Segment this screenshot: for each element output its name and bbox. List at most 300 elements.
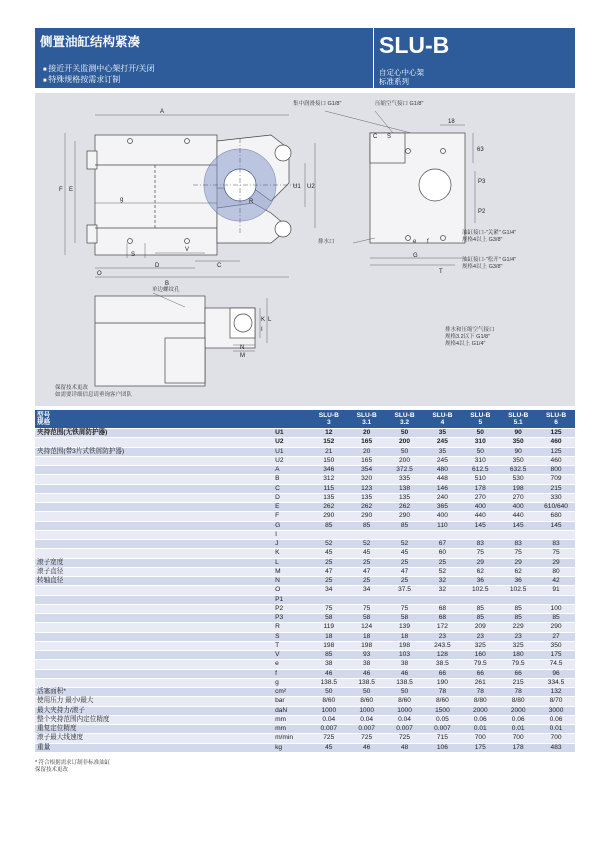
value-cell: 350 [499, 438, 537, 447]
feature-item: ■ 接近开关监测中心架打开/关闭 [43, 64, 155, 75]
value-cell: 85 [348, 521, 386, 530]
value-cell: 78 [499, 688, 537, 697]
value-cell: 2000 [499, 706, 537, 715]
footnote-line: * 符合根据需求订制非标准油缸 [35, 760, 111, 766]
value-cell: 175 [537, 651, 575, 660]
value-cell: 50 [348, 688, 386, 697]
value-cell: 47 [386, 567, 424, 576]
value-cell: 45 [310, 743, 348, 752]
table-row [35, 725, 575, 734]
value-cell: 102.5 [461, 586, 499, 595]
row-symbol: m/min [273, 734, 310, 743]
table-row [35, 429, 575, 438]
value-cell: 198 [348, 641, 386, 650]
value-cell: 0.04 [310, 715, 348, 724]
value-cell [348, 595, 386, 604]
value-cell: 45 [310, 549, 348, 558]
table-row [35, 743, 575, 752]
table-row [35, 438, 575, 447]
value-cell: 85 [537, 614, 575, 623]
value-cell: 8/80 [461, 697, 499, 706]
value-cell: 125 [537, 447, 575, 456]
value-cell: 290 [537, 623, 575, 632]
value-cell: 262 [348, 503, 386, 512]
model-column-header: SLU-B 4 [423, 410, 461, 429]
row-symbol: mm [273, 715, 310, 724]
footnote-line: 保留技术更改 [35, 767, 69, 773]
row-description [35, 586, 273, 595]
dim-label-O: O [97, 271, 102, 277]
row-description [35, 493, 273, 502]
value-cell: 262 [310, 503, 348, 512]
value-cell: 42 [537, 577, 575, 586]
value-cell: 60 [423, 549, 461, 558]
header-left [35, 28, 372, 88]
value-cell: 350 [499, 456, 537, 465]
row-description: 转轴直径 [35, 577, 273, 586]
row-symbol: P2 [273, 604, 310, 613]
roller-label-M: M [240, 353, 245, 359]
table-body [35, 429, 575, 753]
table-row [35, 715, 575, 724]
value-cell: 145 [537, 521, 575, 530]
value-cell: 1000 [386, 706, 424, 715]
value-cell: 310 [461, 438, 499, 447]
value-cell: 215 [537, 484, 575, 493]
value-cell: 62 [461, 567, 499, 576]
value-cell: 38 [348, 660, 386, 669]
value-cell: 400 [461, 503, 499, 512]
value-cell: 18 [386, 632, 424, 641]
value-cell: 245 [423, 438, 461, 447]
value-cell: 145 [499, 521, 537, 530]
value-cell: 245 [423, 456, 461, 465]
value-cell: 35 [423, 447, 461, 456]
row-description [35, 660, 273, 669]
dim-label-U2: U2 [307, 184, 315, 190]
value-cell: 440 [499, 512, 537, 521]
callout-open-port [462, 257, 516, 271]
value-cell: 612.5 [461, 466, 499, 475]
value-cell: 79.5 [461, 660, 499, 669]
callout-line: 排水和压缩空气接口 [445, 327, 495, 333]
row-symbol: kg [273, 743, 310, 752]
value-cell: 8/60 [386, 697, 424, 706]
value-cell: 85 [310, 651, 348, 660]
value-cell: 58 [310, 614, 348, 623]
model-name: SLU-B [379, 32, 450, 58]
value-cell: 96 [537, 669, 575, 678]
value-cell: 8/70 [537, 697, 575, 706]
row-symbol: K [273, 549, 310, 558]
row-symbol: S [273, 632, 310, 641]
value-cell: 725 [348, 734, 386, 743]
table-row [35, 475, 575, 484]
value-cell: 78 [461, 688, 499, 697]
value-cell: 68 [423, 604, 461, 613]
subtitle-line: 自定心中心架 [379, 68, 424, 77]
feature-item: ■ 特殊规格按需求订制 [43, 75, 155, 86]
value-cell: 334.5 [537, 678, 575, 687]
side-label-P2: P2 [478, 209, 486, 215]
value-cell: 8/60 [348, 697, 386, 706]
row-symbol: B [273, 475, 310, 484]
row-symbol: D [273, 493, 310, 502]
value-cell [423, 595, 461, 604]
value-cell: 229 [499, 623, 537, 632]
value-cell: 93 [348, 651, 386, 660]
row-description [35, 512, 273, 521]
dim-label-U1: U1 [293, 184, 301, 190]
value-cell: 83 [537, 540, 575, 549]
value-cell [499, 530, 537, 539]
value-cell: 290 [348, 512, 386, 521]
value-cell [461, 530, 499, 539]
value-cell: 75 [461, 549, 499, 558]
row-symbol: U1 [273, 447, 310, 456]
value-cell: 0.04 [386, 715, 424, 724]
row-symbol: I [273, 530, 310, 539]
table-row [35, 669, 575, 678]
dim-label-R: R [249, 199, 254, 205]
value-cell: 50 [461, 429, 499, 438]
value-cell: 123 [348, 484, 386, 493]
value-cell: 243.5 [423, 641, 461, 650]
callout-lube: 集中润滑接口 G1/8" [293, 101, 342, 107]
callout-drain-air [445, 327, 495, 348]
value-cell: 350 [537, 641, 575, 650]
value-cell: 0.007 [310, 725, 348, 734]
value-cell: 23 [423, 632, 461, 641]
table-row [35, 697, 575, 706]
value-cell: 8/60 [423, 697, 461, 706]
value-cell: 354 [348, 466, 386, 475]
value-cell: 50 [386, 447, 424, 456]
row-symbol: T [273, 641, 310, 650]
value-cell: 38.5 [423, 660, 461, 669]
value-cell: 2000 [461, 706, 499, 715]
value-cell: 52 [348, 540, 386, 549]
row-description: 滚子宽度 [35, 558, 273, 567]
row-description: 整个夹持范围内定位精度 [35, 715, 273, 724]
page-title: 侧置油缸结构紧凑 [40, 35, 141, 49]
value-cell: 37.5 [386, 586, 424, 595]
value-cell: 165 [348, 456, 386, 465]
row-description [35, 503, 273, 512]
header-right [373, 28, 576, 88]
value-cell: 480 [423, 466, 461, 475]
value-cell: 83 [499, 540, 537, 549]
value-cell: 90 [499, 447, 537, 456]
value-cell: 75 [386, 604, 424, 613]
dim-label-V: V [185, 247, 190, 253]
table-row [35, 503, 575, 512]
row-description [35, 456, 273, 465]
row-symbol: F [273, 512, 310, 521]
value-cell: 240 [423, 493, 461, 502]
table-row [35, 456, 575, 465]
side-label-63: 63 [477, 147, 484, 153]
value-cell: 460 [537, 438, 575, 447]
value-cell: 68 [423, 614, 461, 623]
value-cell: 85 [461, 614, 499, 623]
value-cell: 138.5 [348, 678, 386, 687]
value-cell: 74.5 [537, 660, 575, 669]
row-description: 最大夹持力/滚子 [35, 706, 273, 715]
value-cell: 21 [310, 447, 348, 456]
value-cell: 178 [461, 484, 499, 493]
value-cell [310, 530, 348, 539]
value-cell [461, 595, 499, 604]
value-cell: 62 [499, 567, 537, 576]
value-cell: 320 [348, 475, 386, 484]
row-description: 滚子直径 [35, 567, 273, 576]
callout-line: 规格3.2以下 G1/8" [445, 334, 491, 340]
value-cell: 67 [423, 540, 461, 549]
roller-label-K: K [261, 317, 266, 323]
value-cell: 38 [310, 660, 348, 669]
value-cell: 460 [537, 456, 575, 465]
value-cell: 0.05 [423, 715, 461, 724]
value-cell: 0.04 [348, 715, 386, 724]
value-cell: 8/60 [310, 697, 348, 706]
value-cell: 372.5 [386, 466, 424, 475]
value-cell: 32 [423, 577, 461, 586]
value-cell: 85 [386, 521, 424, 530]
value-cell: 0.01 [537, 725, 575, 734]
table-row [35, 567, 575, 576]
value-cell: 165 [348, 438, 386, 447]
table-row [35, 623, 575, 632]
row-symbol: G [273, 521, 310, 530]
value-cell: 0.06 [499, 715, 537, 724]
value-cell: 200 [386, 456, 424, 465]
roller-label-N: N [240, 345, 245, 351]
value-cell: 91 [537, 586, 575, 595]
table-row [35, 493, 575, 502]
row-description [35, 438, 273, 447]
value-cell: 27 [537, 632, 575, 641]
value-cell: 45 [386, 549, 424, 558]
page-header [35, 28, 575, 88]
value-cell: 180 [499, 651, 537, 660]
table-row [35, 660, 575, 669]
value-cell: 8/80 [499, 697, 537, 706]
value-cell [348, 530, 386, 539]
callout-line: 油缸接口-"松开" G1/4" [462, 257, 517, 263]
value-cell: 119 [310, 623, 348, 632]
side-label-18: 18 [448, 119, 455, 125]
table-row [35, 586, 575, 595]
value-cell: 46 [348, 669, 386, 678]
note-line: 保留技术更改 [55, 385, 89, 391]
row-description [35, 604, 273, 613]
row-description [35, 651, 273, 660]
value-cell: 66 [461, 669, 499, 678]
value-cell: 700 [461, 734, 499, 743]
value-cell: 75 [537, 549, 575, 558]
row-symbol: bar [273, 697, 310, 706]
table-row [35, 632, 575, 641]
row-symbol: O [273, 586, 310, 595]
row-description: 夹持范围(无铁屑防护器) [35, 429, 273, 438]
value-cell: 52 [423, 567, 461, 576]
row-symbol: U2 [273, 456, 310, 465]
value-cell: 3000 [537, 706, 575, 715]
value-cell: 25 [386, 577, 424, 586]
table-row [35, 466, 575, 475]
value-cell: 25 [348, 558, 386, 567]
value-cell: 680 [537, 512, 575, 521]
value-cell: 209 [461, 623, 499, 632]
value-cell: 215 [499, 678, 537, 687]
table-row [35, 530, 575, 539]
value-cell: 146 [423, 484, 461, 493]
model-column-header: SLU-B 3.2 [386, 410, 424, 429]
row-symbol: P1 [273, 595, 310, 604]
value-cell: 100 [537, 604, 575, 613]
value-cell: 0.007 [423, 725, 461, 734]
row-description [35, 623, 273, 632]
subtitle-line: 标准系列 [379, 77, 409, 86]
table-row [35, 734, 575, 743]
value-cell: 400 [499, 503, 537, 512]
value-cell: 132 [537, 688, 575, 697]
dim-label-g: g [120, 197, 124, 203]
value-cell: 35 [423, 429, 461, 438]
value-cell: 709 [537, 475, 575, 484]
value-cell: 138.5 [386, 678, 424, 687]
value-cell: 346 [310, 466, 348, 475]
row-symbol: M [273, 567, 310, 576]
value-cell: 365 [423, 503, 461, 512]
table-row [35, 549, 575, 558]
row-description [35, 521, 273, 530]
value-cell: 50 [386, 688, 424, 697]
row-symbol: N [273, 577, 310, 586]
value-cell [499, 595, 537, 604]
value-cell: 632.5 [499, 466, 537, 475]
value-cell: 52 [310, 540, 348, 549]
row-symbol: f [273, 669, 310, 678]
value-cell: 78 [423, 688, 461, 697]
value-cell: 45 [348, 549, 386, 558]
value-cell: 50 [386, 429, 424, 438]
technical-drawing [35, 93, 575, 406]
value-cell: 58 [348, 614, 386, 623]
value-cell: 145 [461, 521, 499, 530]
table-row [35, 558, 575, 567]
row-description [35, 669, 273, 678]
value-cell: 610/640 [537, 503, 575, 512]
value-cell: 510 [461, 475, 499, 484]
value-cell [386, 530, 424, 539]
row-symbol: V [273, 651, 310, 660]
value-cell: 290 [310, 512, 348, 521]
dim-label-B: B [165, 281, 170, 287]
value-cell: 325 [499, 641, 537, 650]
row-symbol: P3 [273, 614, 310, 623]
row-description [35, 530, 273, 539]
value-cell: 18 [310, 632, 348, 641]
dim-label-F: F [59, 187, 63, 193]
row-description [35, 466, 273, 475]
value-cell: 198 [310, 641, 348, 650]
value-cell: 52 [386, 540, 424, 549]
value-cell: 270 [499, 493, 537, 502]
value-cell: 262 [386, 503, 424, 512]
roller-label-L: L [268, 317, 272, 323]
note-line: 如需要详细信息请垂询客户团队 [55, 392, 133, 398]
row-description [35, 678, 273, 687]
callout-close-port [462, 230, 516, 244]
value-cell: 29 [537, 558, 575, 567]
row-description: 重复定位精度 [35, 725, 273, 734]
value-cell: 310 [461, 456, 499, 465]
value-cell: 18 [348, 632, 386, 641]
value-cell: 190 [423, 678, 461, 687]
table-row [35, 641, 575, 650]
value-cell: 115 [310, 484, 348, 493]
value-cell: 330 [537, 493, 575, 502]
model-column-header: SLU-B 3 [310, 410, 348, 429]
value-cell: 150 [310, 456, 348, 465]
table-row [35, 577, 575, 586]
table-row [35, 614, 575, 623]
value-cell: 290 [386, 512, 424, 521]
value-cell: 175 [461, 743, 499, 752]
row-description: 活塞面积* [35, 688, 273, 697]
value-cell: 135 [348, 493, 386, 502]
roller-label-I: I [261, 327, 263, 333]
table-row [35, 540, 575, 549]
value-cell: 32 [423, 586, 461, 595]
value-cell: 0.007 [386, 725, 424, 734]
value-cell: 440 [461, 512, 499, 521]
model-column-header: SLU-B 5 [461, 410, 499, 429]
row-description [35, 475, 273, 484]
row-description [35, 595, 273, 604]
value-cell: 29 [499, 558, 537, 567]
value-cell: 124 [348, 623, 386, 632]
side-label-e: e [413, 239, 417, 245]
value-cell: 0.06 [537, 715, 575, 724]
value-cell: 36 [461, 577, 499, 586]
value-cell: 75 [348, 604, 386, 613]
value-cell: 79.5 [499, 660, 537, 669]
value-cell: 325 [461, 641, 499, 650]
row-description [35, 641, 273, 650]
value-cell: 25 [310, 577, 348, 586]
value-cell: 85 [310, 521, 348, 530]
row-symbol: g [273, 678, 310, 687]
footnote [35, 760, 110, 774]
value-cell: 128 [423, 651, 461, 660]
spec-table [35, 410, 575, 753]
callout-line: 规格4以上 G1/4" [445, 341, 486, 347]
table-row [35, 512, 575, 521]
side-label-T: T [439, 269, 443, 275]
row-symbol: daN [273, 706, 310, 715]
row-symbol: e [273, 660, 310, 669]
value-cell: 110 [423, 521, 461, 530]
value-cell: 102.5 [499, 586, 537, 595]
value-cell: 200 [386, 438, 424, 447]
value-cell: 34 [348, 586, 386, 595]
value-cell: 135 [310, 493, 348, 502]
value-cell: 700 [537, 734, 575, 743]
model-column-header: SLU-B 3.1 [348, 410, 386, 429]
